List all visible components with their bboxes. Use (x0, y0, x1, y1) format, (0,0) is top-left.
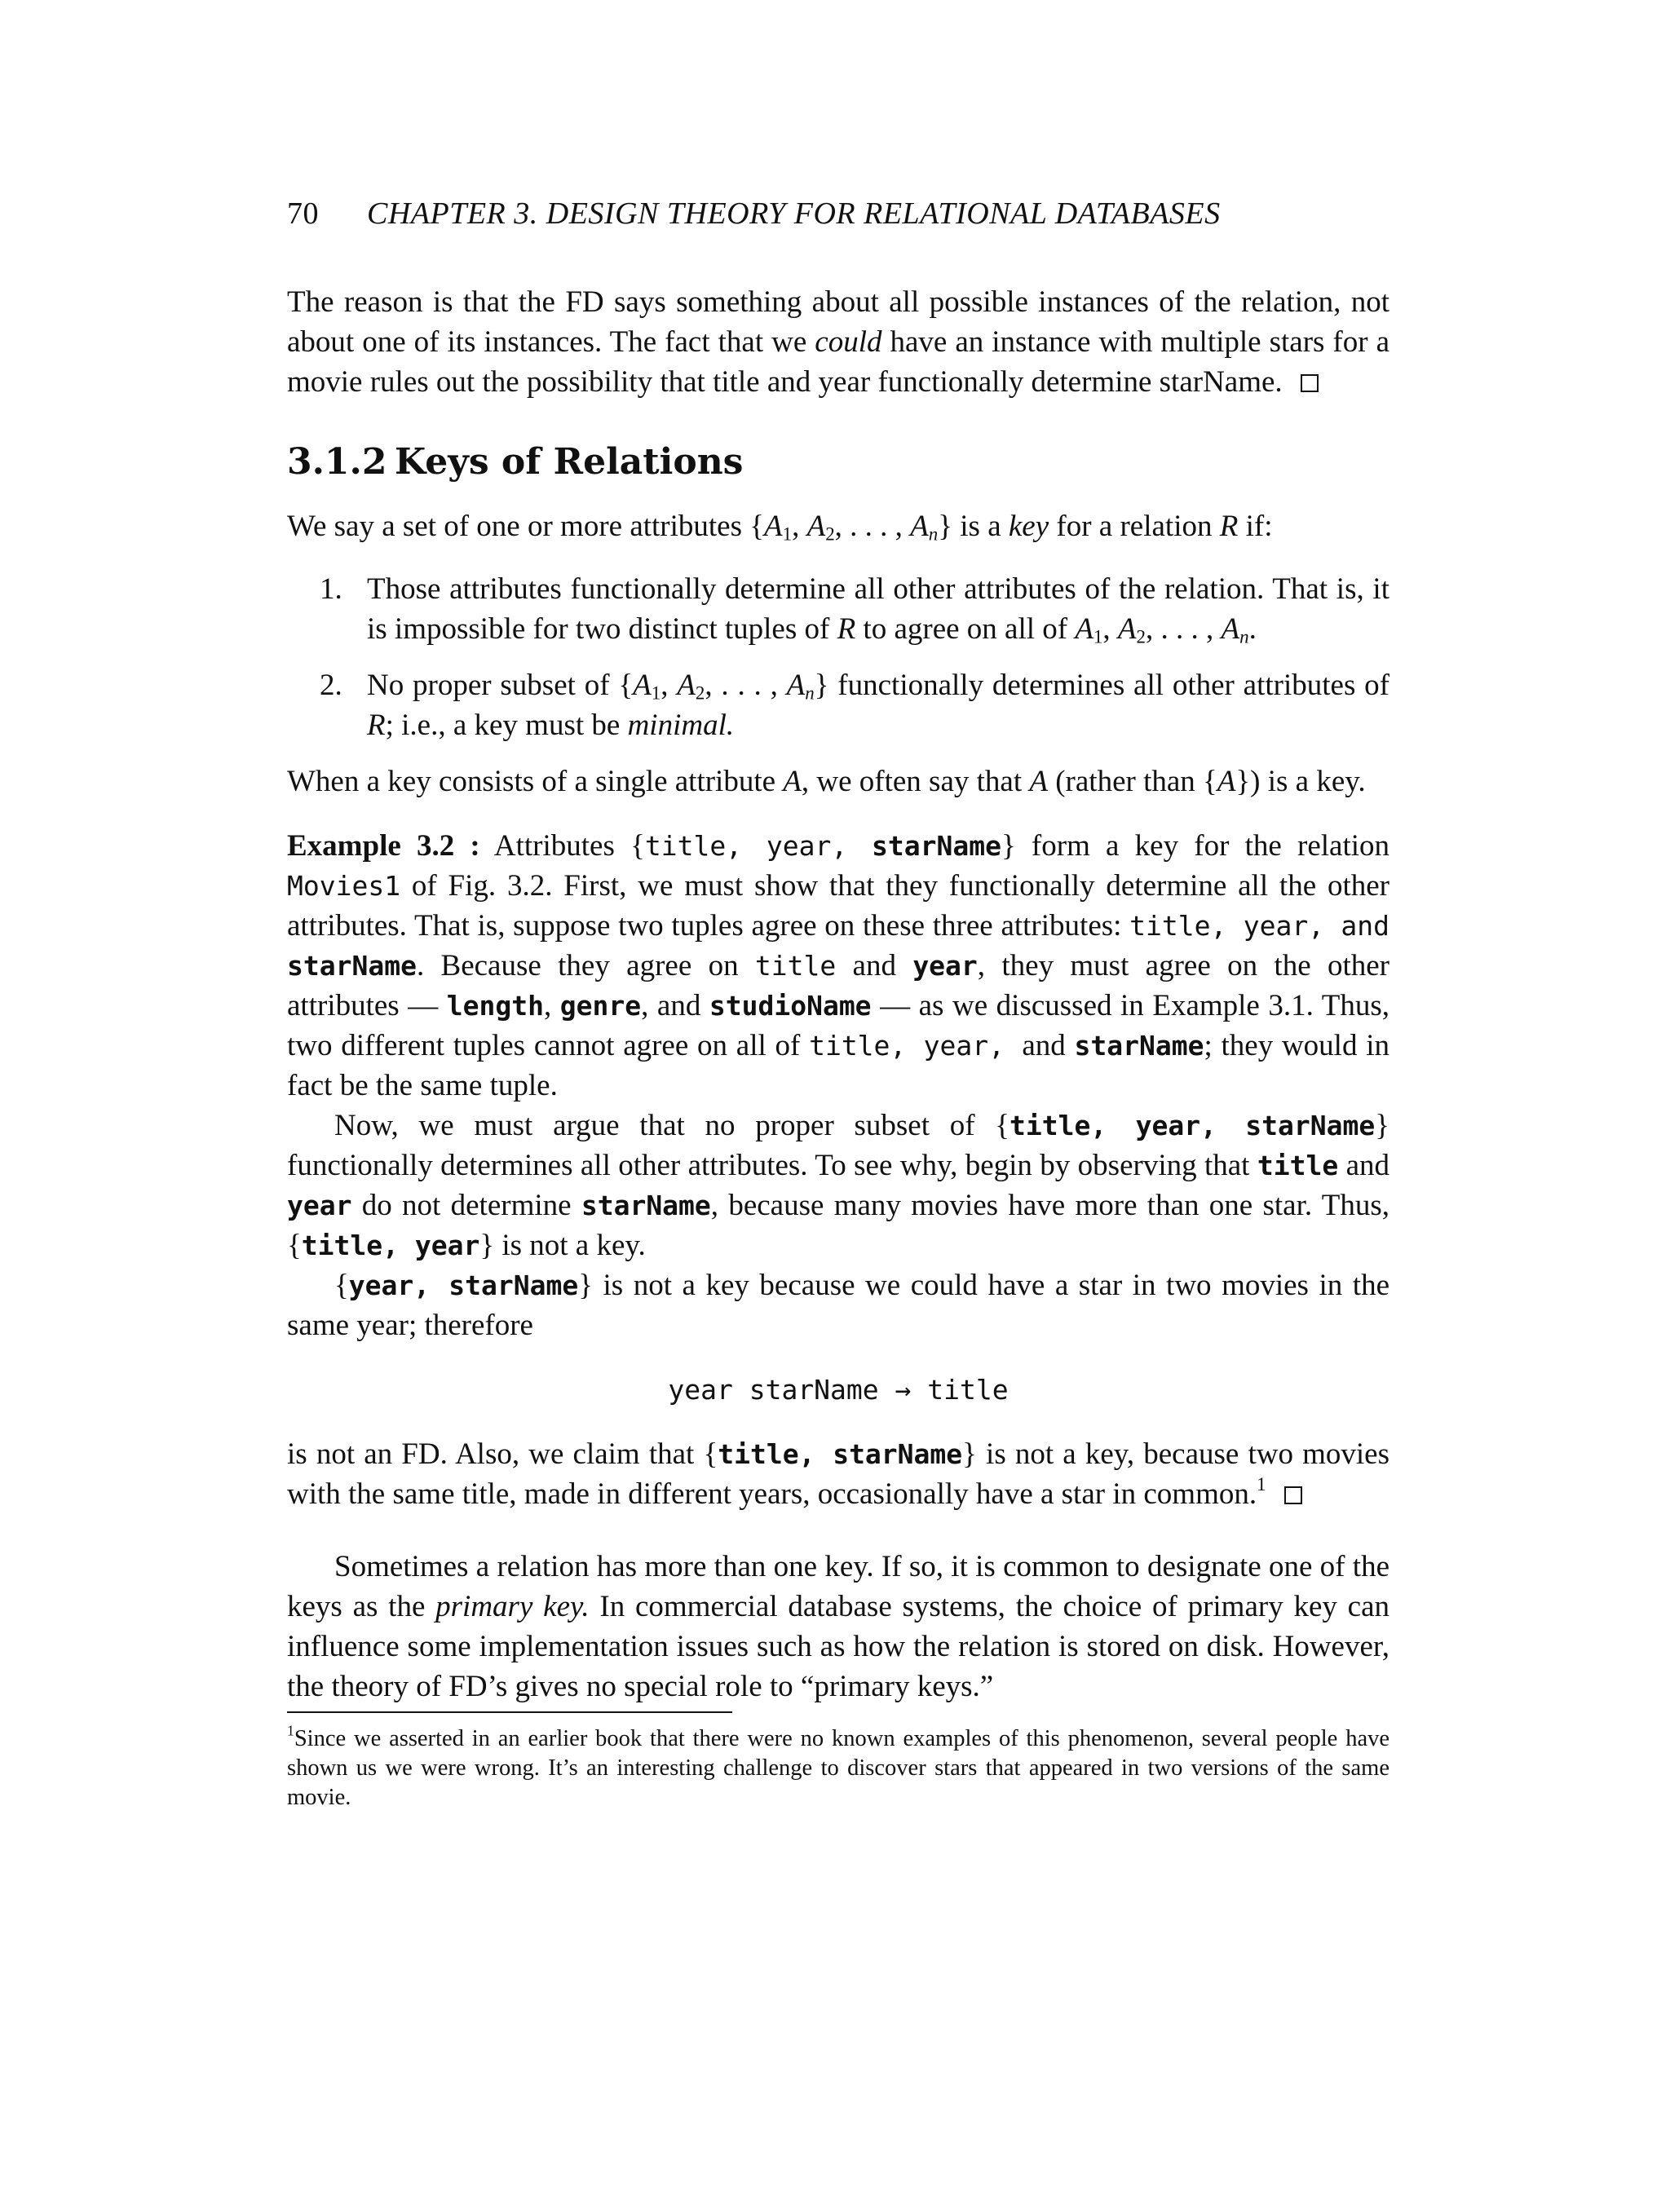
footnote: $^1$Since we asserted in an earlier book that there were no known examples of this phenomenon, several people have shown us we were wrong. It’s an interesting challenge to discover stars that appeared in two versions of the same movie. (287, 1722, 1389, 1810)
page (287, 196, 1389, 1812)
primary-key-paragraph: Sometimes a relation has more than one key. If so, it is common to designate one of the keys as the primary key. In commercial database systems, the choice of primary key can influence some implementation issues such as how the relation is stored on disk. However, the theory of FD’s gives no special role to “primary keys.” (287, 1550, 1389, 1703)
fd-equation: year starName → title (668, 1374, 1009, 1406)
example-paragraph-4: is not an FD. Also, we claim that {title, starName} is not a key, because two movies with the same title, made in different years, occasionally have a star in common.$^1$ (287, 1437, 1389, 1511)
footnote-ref: 1 (1257, 1473, 1266, 1495)
example-label: Example 3.2 : (287, 829, 480, 863)
example-paragraph-3: {year, starName} is not a key because we could have a star in two movies in the same year; therefore (287, 1269, 1389, 1342)
running-head (287, 196, 1389, 232)
end-of-proof-box (1301, 374, 1319, 392)
page-number: 70 (287, 196, 319, 231)
end-of-example-box (1284, 1486, 1302, 1504)
intro-paragraph: The reason is that the FD says something about all possible instances of the relation, not about one of its instances. The fact that we could have an instance with multiple stars for a movie rules out the possibility that title and year functionally determine starName. (287, 285, 1389, 399)
list-item: 1. Those attributes functionally determine all other attributes of the relation. That is, it is impossible for two distinct tuples of R to agree on all of $A_1$, $A_2$, . . . , $A_n$. (320, 572, 1389, 647)
section-heading (287, 439, 1389, 485)
list-item: 2. No proper subset of {$A_1$, $A_2$, . . . , $A_n$} functionally determines all other attributes of R; i.e., a key must be minimal. (320, 669, 1389, 742)
example-paragraph-2: Now, we must argue that no proper subset of {title, year, starName} functionally determines all other attributes. To see why, begin by observing that title and year do not determine starName, because many movies have more than one star. Thus, {title, year} is not a key. (287, 1109, 1389, 1262)
footnote-rule (287, 1711, 732, 1713)
key-conditions-list (287, 569, 1389, 745)
section-number: 3.1.2 (287, 441, 387, 483)
example-paragraph-1: Example 3.2 : Attributes {title, year, starName} form a key for the relation Movies1 of Fig. 3.2. First, we must show that they functionally determine all the other attributes. That is, suppose two tuples agree on these three attributes: title, year, and starName. Because they agree on title and year, they must agree on the other attributes — length, genre, and studioName — as we discussed in Example 3.1. Thus, two different tuples cannot agree on all of title, year, and starName; they would in fact be the same tuple. (287, 829, 1390, 1102)
key-definition-paragraph: We say a set of one or more attributes {$A_1$, $A_2$, . . . , $A_n$} is a key for a relation R if: (287, 510, 1273, 545)
section-title: Keys of Relations (395, 441, 744, 483)
single-attribute-paragraph: When a key consists of a single attribute A, we often say that A (rather than {A}) is a key. (287, 765, 1366, 798)
chapter-title: CHAPTER 3. DESIGN THEORY FOR RELATIONAL DATABASES (367, 196, 1221, 231)
